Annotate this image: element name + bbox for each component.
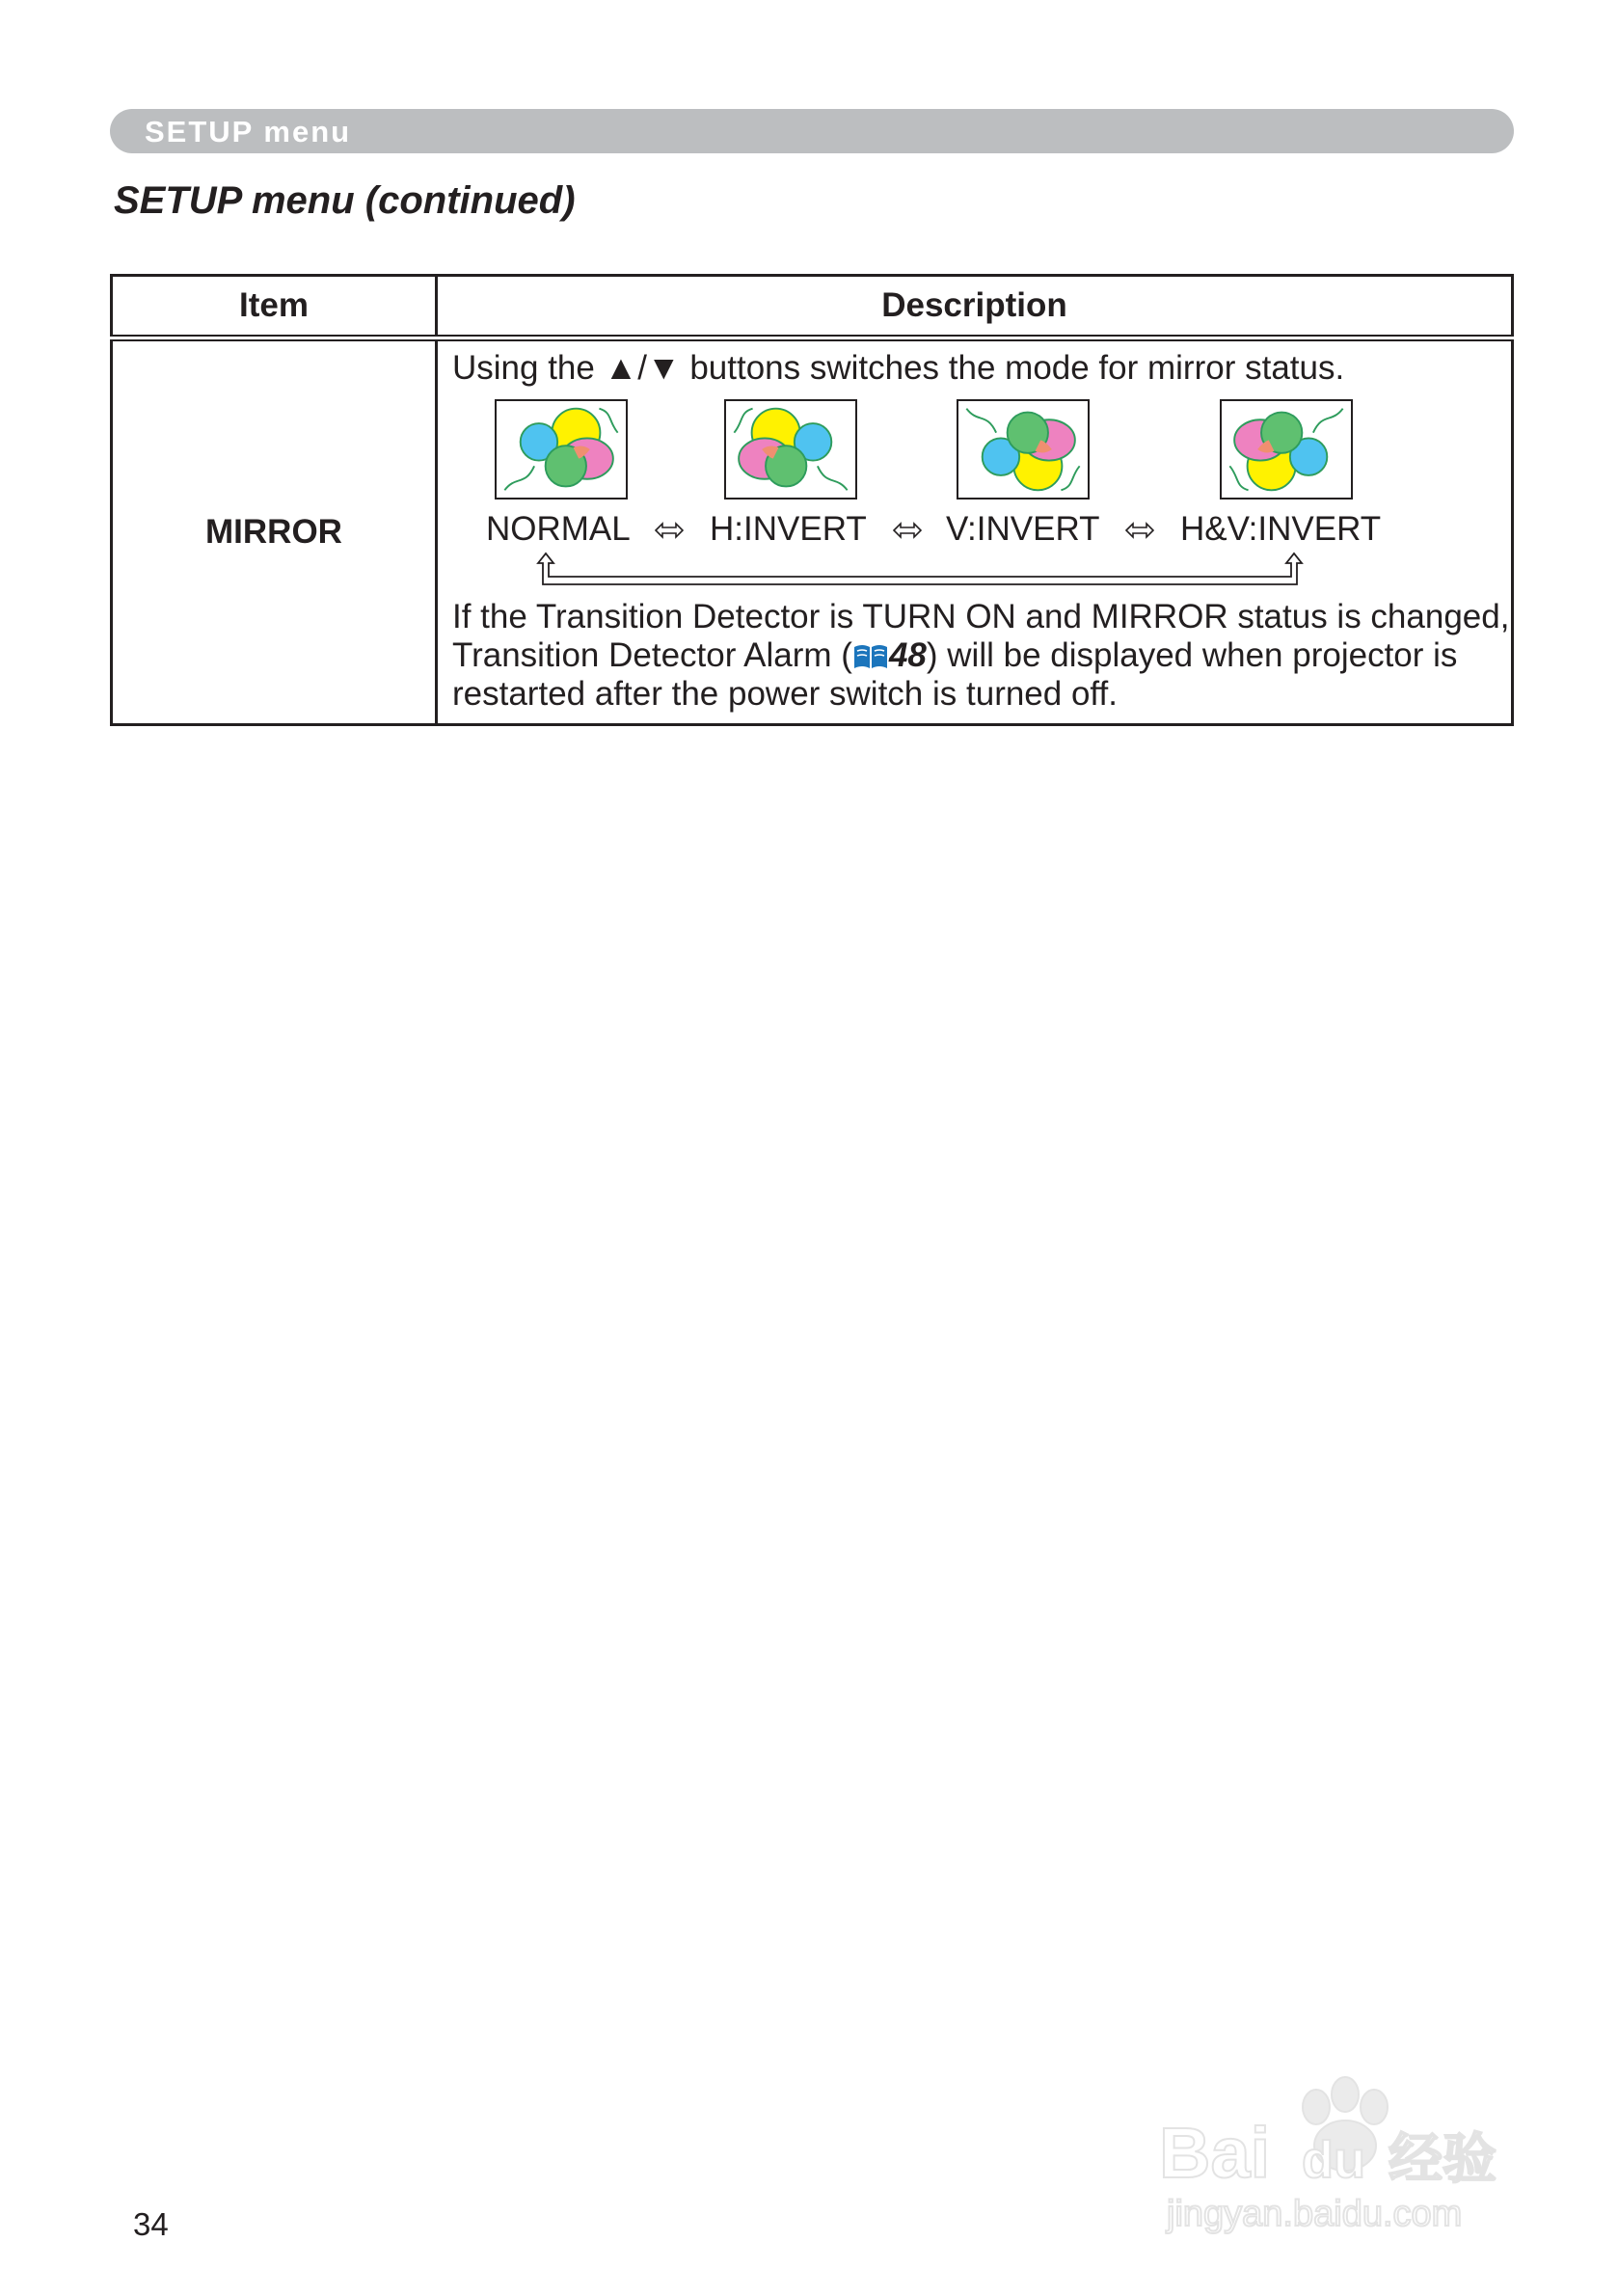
section-title: SETUP menu (continued) xyxy=(114,179,576,222)
svg-text:Bai: Bai xyxy=(1159,2113,1271,2193)
mode-label-h-invert: H:INVERT xyxy=(710,510,867,548)
item-cell: MIRROR xyxy=(112,338,437,725)
mode-label-hv-invert: H&V:INVERT xyxy=(1180,510,1382,548)
svg-text:du: du xyxy=(1302,2131,1365,2189)
baidu-watermark xyxy=(1147,2064,1533,2237)
header-bar xyxy=(110,109,1514,153)
loop-back-arrow-icon xyxy=(534,552,1306,590)
page-reference[interactable]: 48 xyxy=(888,636,927,674)
transition-detector-note xyxy=(452,598,1513,714)
column-header-item: Item xyxy=(112,276,437,338)
mirror-h-invert-image xyxy=(724,399,857,500)
header-label: SETUP menu xyxy=(145,115,352,149)
svg-text:jingyan.baidu.com: jingyan.baidu.com xyxy=(1167,2194,1463,2234)
description-cell xyxy=(437,338,1513,725)
column-header-description: Description xyxy=(437,276,1513,338)
book-icon xyxy=(852,641,889,670)
table-header-row xyxy=(112,276,1513,338)
note-text-after: ) will be displayed when projector is restarted after the power switch is turned off. xyxy=(452,636,1458,713)
mode-label-v-invert: V:INVERT xyxy=(946,510,1100,548)
mirror-intro-text: Using the ▲/▼ buttons switches the mode for mirror status. xyxy=(452,349,1345,387)
table-row xyxy=(112,338,1513,725)
mirror-normal-image xyxy=(495,399,628,500)
setup-table xyxy=(110,274,1514,726)
mirror-v-invert-image xyxy=(957,399,1090,500)
page-number: 34 xyxy=(133,2206,169,2242)
swap-arrow-icon xyxy=(655,521,684,540)
svg-text:经验: 经验 xyxy=(1389,2128,1497,2191)
mode-label-normal: NORMAL xyxy=(486,510,631,548)
note-text-before: If the Transition Detector is TURN ON and MIRROR status is changed, Transition Detector Alarm ( xyxy=(452,598,1510,674)
swap-arrow-icon xyxy=(1125,521,1154,540)
mirror-hv-invert-image xyxy=(1220,399,1353,500)
swap-arrow-icon xyxy=(893,521,922,540)
